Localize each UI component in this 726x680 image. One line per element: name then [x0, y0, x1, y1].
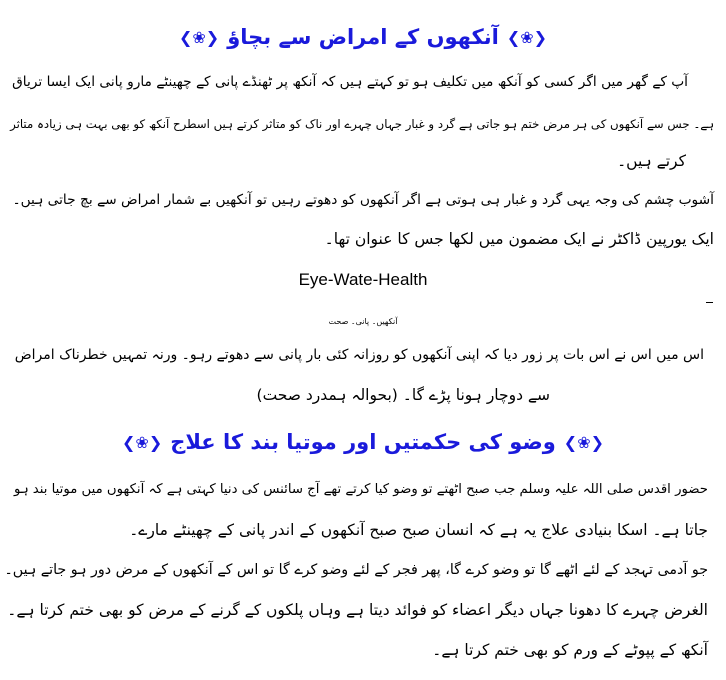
- paragraph-line: کرتے ہیں۔: [617, 152, 686, 170]
- paragraph-line: جاتا ہے۔ اسکا بنیادی علاج یہ ہے کہ انسان صبح صبح آنکھوں کے اندر پانی کے چھینٹے مارے۔: [129, 521, 708, 539]
- paragraph-line: ایک یورپین ڈاکٹر نے ایک مضمون میں لکھا جس کا عنوان تھا۔: [324, 230, 714, 248]
- divider-mark: [706, 302, 713, 303]
- paragraph-line: حضور اقدس صلی اللہ علیہ وسلم جب صبح اٹھتے تو وضو کیا کرتے تھے آج سائنس کی دنیا کہتی ہے کہ آنکھوں میں موتیا بند ہو: [13, 482, 708, 497]
- paragraph-line: آنکھ کے پپوٹے کے ورم کو بھی ختم کرتا ہے۔: [432, 641, 708, 659]
- section2-heading-text: وضو کی حکمتیں اور موتیا بند کا علاج: [170, 430, 556, 454]
- paragraph-line: جو آدمی تہجد کے لئے اٹھے گا تو وضو کرے گا، پھر فجر کے لئے وضو کرے گا تو اس کے آنکھوں کے مرض دور ہو جاتے ہیں۔: [4, 562, 708, 578]
- paragraph-line: اس میں اس نے اس بات پر زور دیا کہ اپنی آنکھوں کو روزانہ کئی بار پانی سے دھوتے رہو۔ ورنہ تمہیں خطرناک امراض: [14, 347, 704, 363]
- paragraph-line: آپ کے گھر میں اگر کسی کو آنکھ میں تکلیف ہو تو کہتے ہیں کہ آنکھ پر ٹھنڈے پانی کے چھینٹے مارو پانی ایک ایسا تریاق: [12, 74, 688, 90]
- paragraph-line: سے دوچار ہونا پڑے گا۔ (بحوالہ ہمدرد صحت): [256, 386, 550, 404]
- urdu-title: آنکھیں۔ پانی۔ صحت: [328, 317, 398, 326]
- section1-heading-text: آنکھوں کے امراض سے بچاؤ: [227, 25, 499, 49]
- paragraph-line: آشوب چشم کی وجہ یہی گرد و غبار ہی ہوتی ہے اگر آنکھوں کو دھوتے رہیں تو آنکھیں بے شمار امراض سے بچ جاتی ہیں۔: [12, 192, 714, 208]
- paragraph-line: الغرض چہرے کا دھونا جہاں دیگر اعضاء کو فوائد دیتا ہے وہاں پلکوں کے گرنے کے مرض کو بھی ختم کرتا ہے۔: [7, 601, 708, 619]
- english-title: Eye-Wate-Health: [298, 270, 428, 289]
- ornament-right-icon: ❮❀❯: [506, 27, 548, 47]
- ornament-left-icon: ❮❀❯: [178, 27, 220, 47]
- section1-heading: [0, 20, 726, 54]
- section2-heading: [0, 425, 726, 459]
- paragraph-line: ہے۔ جس سے آنکھوں کی ہر مرض ختم ہو جاتی ہے گرد و غبار جہاں چہرے اور ناک کو متاثر کرتے ہیں اسطرح آنکھ کو بھی بہت ہی زیادہ متاثر: [10, 117, 714, 131]
- ornament-right-icon: ❮❀❯: [563, 432, 605, 452]
- ornament-left-icon: ❮❀❯: [122, 432, 163, 452]
